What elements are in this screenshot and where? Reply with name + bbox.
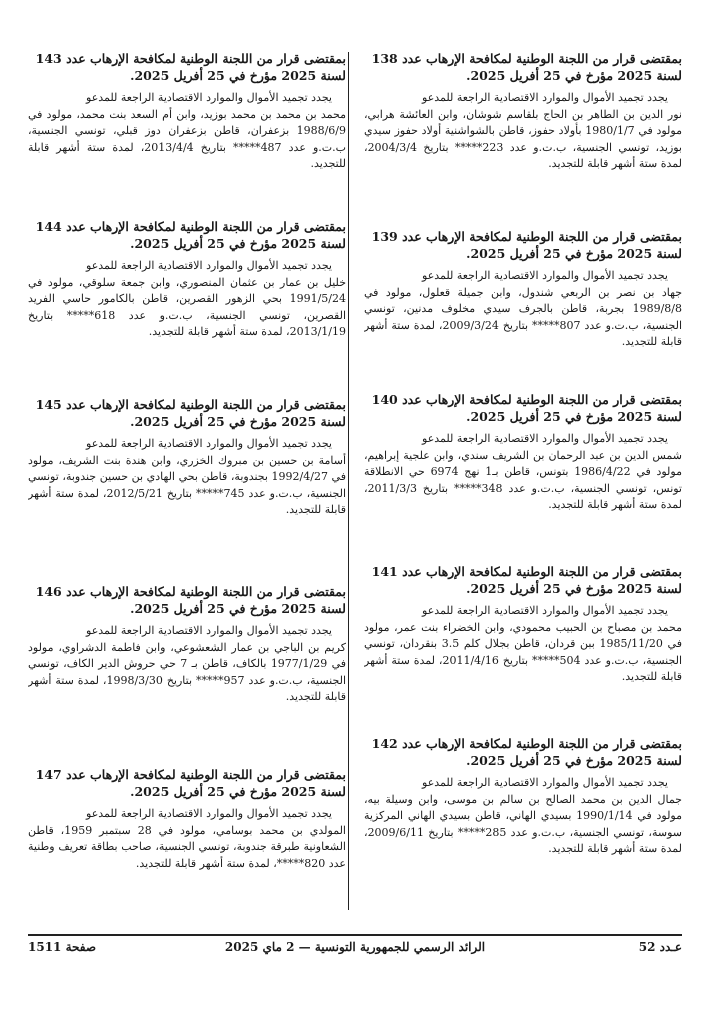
decision-text: خليل بن عمار بن عثمان المنصوري، وابن جمعة سلوقي، مولود في 1991/5/24 بحي الزهور القصرين، قاطن بالكامور حاسي الفريد القصرين، تونسي الجنسية، ب.ت.و عدد 618***** بتاريخ 2013/1/19، لمدة ستة أشهر قابلة للتجديد. [28,275,346,338]
decision-lead: يجدد تجميد الأموال والموارد الاقتصادية الراجعة للمدعو [86,624,332,637]
decision-text: نور الدين بن الطاهر بن الحاج بلقاسم شوشان، وابن العائشة هرابي، مولود في 1980/1/7 بأولاد حفوز، قاطن بالشواشنية أولاد حفوز سيدي بوزيد، تونسي الجنسية، ب.ت.و عدد 223***** بتاريخ 2004/3/4، لمدة ستة أشهر قابلة للتجديد. [364,107,682,170]
decision-144 [28,218,346,396]
decision-title: بمقتضى قرار من اللجنة الوطنية لمكافحة الإرهاب عدد 140 لسنة 2025 مؤرخ في 25 أفريل 2025. [371,392,682,424]
decision-title: بمقتضى قرار من اللجنة الوطنية لمكافحة الإرهاب عدد 146 لسنة 2025 مؤرخ في 25 أفريل 2025. [35,584,346,616]
decision-text: المولدي بن محمد بوسامي، مولود في 28 سبتمبر 1959، قاطن الشعاونية طبرقة جندوبة، تونسي الجنسية، صاحب بطاقة تعريف وطنية عدد 820*****، لمدة ستة أشهر قابلة للتجديد. [28,823,346,870]
decision-body [28,90,346,173]
decision-lead: يجدد تجميد الأموال والموارد الاقتصادية الراجعة للمدعو [422,604,668,617]
decision-147 [28,766,346,916]
decision-lead: يجدد تجميد الأموال والموارد الاقتصادية الراجعة للمدعو [86,807,332,820]
decision-body [28,258,346,341]
decision-title: بمقتضى قرار من اللجنة الوطنية لمكافحة الإرهاب عدد 139 لسنة 2025 مؤرخ في 25 أفريل 2025. [371,229,682,261]
decision-title: بمقتضى قرار من اللجنة الوطنية لمكافحة الإرهاب عدد 143 لسنة 2025 مؤرخ في 25 أفريل 2025. [35,51,346,83]
decision-text: محمد بن محمد بن محمد بوزيد، وابن أم السعد بنت محمد، مولود في 1988/6/9 بزعفران، قاطن بزعفران دوز قبلي، تونسي الجنسية، ب.ت.و عدد 487***** بتاريخ 2013/4/4، لمدة ستة أشهر قابلة للتجديد. [28,107,346,170]
decision-body [364,268,682,351]
decision-title: بمقتضى قرار من اللجنة الوطنية لمكافحة الإرهاب عدد 141 لسنة 2025 مؤرخ في 25 أفريل 2025. [371,564,682,596]
decision-145 [28,396,346,583]
decision-lead: يجدد تجميد الأموال والموارد الاقتصادية الراجعة للمدعو [422,91,668,104]
decision-body [364,90,682,173]
page-number: صفحة 1511 [28,940,97,954]
column-divider [348,52,349,910]
publication-title: الرائد الرسمي للجمهورية التونسية — 2 ماي 2025 [224,940,486,954]
issue-number: عـدد 52 [638,940,682,954]
decision-142 [364,735,682,905]
decision-body [28,806,346,872]
right-column [364,50,682,905]
decision-lead: يجدد تجميد الأموال والموارد الاقتصادية الراجعة للمدعو [86,91,332,104]
decision-text: أسامة بن حسين بن مبروك الخزري، وابن هندة بنت الشريف، مولود في 1992/4/27 بجندوبة، قاطن بحي الهادي بن حسين جندوبة، تونسي الجنسية، ب.ت.و عدد 745***** بتاريخ 2012/5/21، لمدة ستة أشهر قابلة للتجديد. [28,453,346,516]
decision-body [28,623,346,706]
decision-text: كريم بن الباجي بن عمار الشعشوعي، وابن فاطمة الدشراوي، مولود في 1977/1/29 بالكاف، قاطن بـ 7 حي حروش الدير الكاف، تونسي الجنسية، ب.ت.و عدد 957***** بتاريخ 1998/3/30، لمدة ستة أشهر قابلة للتجديد. [28,640,346,703]
decision-143 [28,50,346,218]
decision-text: جمال الدين بن محمد الصالح بن سالم بن موسى، وابن وسيلة بيه، مولود في 1990/1/14 بسيدي الهاني، قاطن بسيدي الهاني المركزية سوسة، تونسي الجنسية، ب.ت.و عدد 285***** بتاريخ 2009/6/11، لمدة ستة أشهر قابلة للتجديد. [364,792,682,855]
footer-rule [28,934,682,936]
decision-lead: يجدد تجميد الأموال والموارد الاقتصادية الراجعة للمدعو [422,776,668,789]
decision-146 [28,583,346,766]
decision-139 [364,228,682,391]
decision-lead: يجدد تجميد الأموال والموارد الاقتصادية الراجعة للمدعو [422,269,668,282]
decision-body [364,775,682,858]
decision-138 [364,50,682,228]
left-column [28,50,346,916]
decision-body [28,436,346,519]
decision-title: بمقتضى قرار من اللجنة الوطنية لمكافحة الإرهاب عدد 138 لسنة 2025 مؤرخ في 25 أفريل 2025. [371,51,682,83]
decision-lead: يجدد تجميد الأموال والموارد الاقتصادية الراجعة للمدعو [422,432,668,445]
decision-title: بمقتضى قرار من اللجنة الوطنية لمكافحة الإرهاب عدد 147 لسنة 2025 مؤرخ في 25 أفريل 2025. [35,767,346,799]
decision-text: محمد بن مصباح بن الحبيب محمودي، وابن الخضراء بنت عمر، مولود في 1985/11/20 ببن قردان، قاطن بجلال كلم 3.5 بنقردان، تونسي الجنسية، ب.ت.و عدد 504***** بتاريخ 2011/4/16، لمدة ستة أشهر قابلة للتجديد. [364,620,682,683]
decision-title: بمقتضى قرار من اللجنة الوطنية لمكافحة الإرهاب عدد 142 لسنة 2025 مؤرخ في 25 أفريل 2025. [371,736,682,768]
decision-lead: يجدد تجميد الأموال والموارد الاقتصادية الراجعة للمدعو [86,259,332,272]
decision-141 [364,563,682,735]
decision-140 [364,391,682,563]
decision-title: بمقتضى قرار من اللجنة الوطنية لمكافحة الإرهاب عدد 145 لسنة 2025 مؤرخ في 25 أفريل 2025. [35,397,346,429]
decision-title: بمقتضى قرار من اللجنة الوطنية لمكافحة الإرهاب عدد 144 لسنة 2025 مؤرخ في 25 أفريل 2025. [35,219,346,251]
decision-text: جهاد بن نصر بن الربعي شندول، وابن جميلة قعلول، مولود في 1989/8/8 بجربة، قاطن بالجرف سيدي مخلوف مدنين، تونسي الجنسية، ب.ت.و عدد 807***** بتاريخ 2009/3/24، لمدة ستة أشهر قابلة للتجديد. [364,285,682,348]
decision-body [364,431,682,514]
decision-lead: يجدد تجميد الأموال والموارد الاقتصادية الراجعة للمدعو [86,437,332,450]
decision-text: شمس الدين بن عبد الرحمان بن الشريف سندي، وابن علجية إبراهيم، مولود في 1986/4/22 بتونس، قاطن بـ1 نهج 6974 حي الانطلاقة تونس، تونسي الجنسية، ب.ت.و عدد 348***** بتاريخ 2011/3/3، لمدة ستة أشهر قابلة للتجديد. [364,448,682,511]
page-footer [28,940,682,962]
decision-body [364,603,682,686]
